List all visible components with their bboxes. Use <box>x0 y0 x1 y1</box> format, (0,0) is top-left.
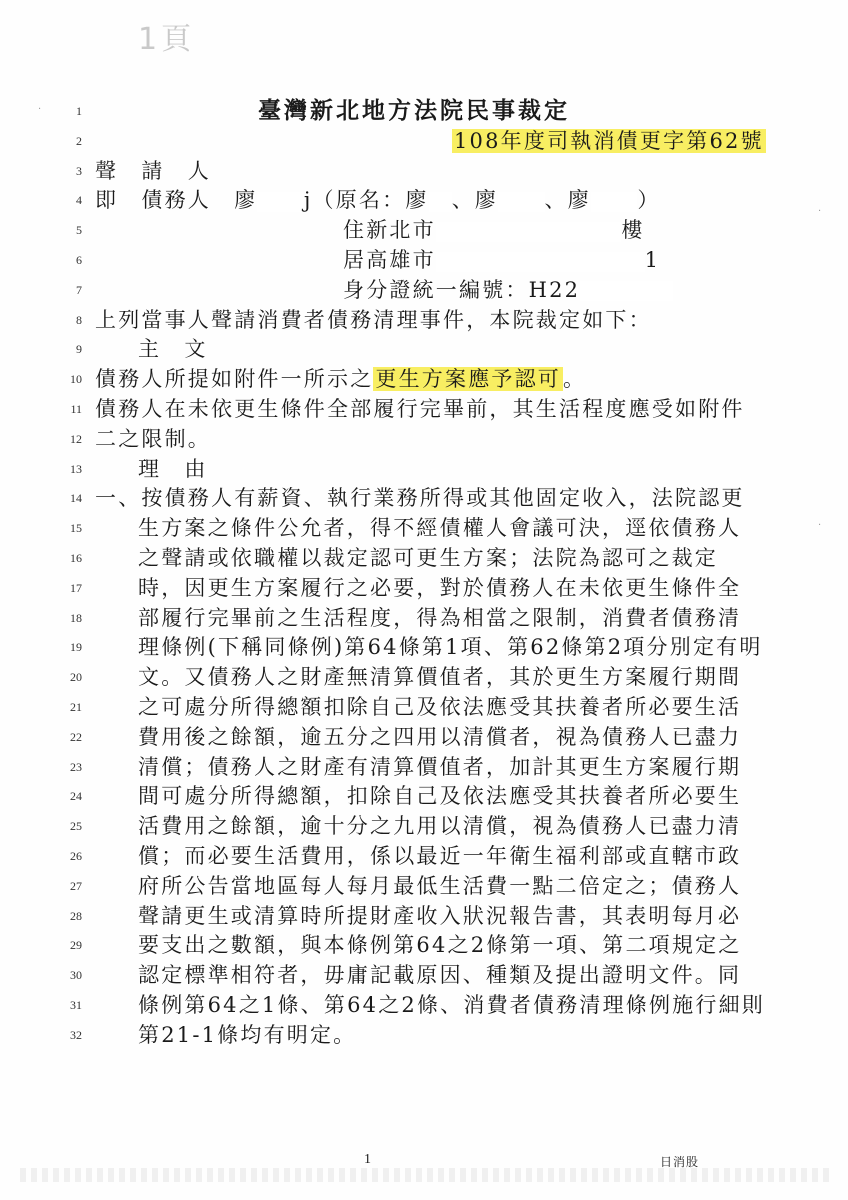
document-line <box>0 483 848 513</box>
line-text <box>138 573 741 603</box>
document-line <box>0 454 848 484</box>
line-text <box>95 424 211 454</box>
text-run: 、廖 <box>544 188 591 213</box>
document-line <box>0 305 848 335</box>
line-number: 22 <box>70 729 82 744</box>
line-text <box>343 215 645 245</box>
text-run: 之聲請或依職權以裁定認可更生方案；法院為認可之裁定 <box>138 546 718 570</box>
text-run: 第21-1條均有明定。 <box>138 1022 357 1047</box>
redacted-block <box>498 192 544 212</box>
text-run: 間可處分所得總額，扣除自己及依法應受其扶養者所必要生 <box>138 784 742 809</box>
document-line <box>0 334 848 364</box>
document-line <box>0 603 848 633</box>
text-run: 居高雄市 <box>343 248 436 272</box>
document-line <box>0 364 848 394</box>
text-run: 償；而必要生活費用，係以最近一年衛生福利部或直轄市政 <box>138 844 742 868</box>
line-number: 13 <box>70 461 82 476</box>
line-text <box>138 841 741 871</box>
line-text <box>95 185 661 215</box>
line-text <box>138 1020 356 1050</box>
document-line <box>0 156 848 186</box>
line-text <box>138 930 741 960</box>
document-line <box>0 126 848 156</box>
text-run: 主 文 <box>138 337 208 362</box>
text-run: 臺灣新北地方法院民事裁定 <box>258 97 570 124</box>
document-line <box>0 1020 848 1050</box>
line-number: 29 <box>70 938 82 953</box>
line-number: 24 <box>70 789 82 804</box>
redacted-block <box>429 192 452 212</box>
line-text <box>95 483 745 513</box>
document-line <box>0 752 848 782</box>
line-number: 25 <box>70 819 82 834</box>
line-text <box>138 543 718 573</box>
text-run: 債務人在未依更生條件全部履行完畢前，其生活程度應受如附件 <box>95 397 745 421</box>
text-run: 清償；債務人之財產有清算價值者，加計其更生方案履行期 <box>138 754 742 779</box>
text-run: 條例第64之1條、第64之2條、消費者債務清理條例施行細則 <box>138 993 765 1017</box>
court-unit: 日消股 <box>660 1155 700 1169</box>
text-run: 理條例(下稱同條例)第64條第1項、第62條第2項分別定有明 <box>138 635 763 660</box>
document-line <box>0 394 848 424</box>
document-line <box>0 722 848 752</box>
text-run: 之可處分所得總額扣除自己及依法應受其扶養者所必要生活 <box>138 695 742 719</box>
line-number: 14 <box>70 491 82 506</box>
text-run: 時，因更生方案履行之必要，對於債務人在未依更生條件全 <box>138 575 742 600</box>
text-run: 文。又債務人之財產無清算價值者，其於更生方案履行期間 <box>138 665 742 690</box>
document-line <box>0 811 848 841</box>
line-number: 27 <box>70 878 82 893</box>
line-number: 15 <box>70 521 82 536</box>
line-number: 9 <box>76 342 82 357</box>
text-run: 1 <box>644 248 661 272</box>
document-line <box>0 662 848 692</box>
document-line <box>0 185 848 215</box>
text-run: 認定標準相符者，毋庸記載原因、種類及提出證明文件。同 <box>138 963 742 988</box>
document-line <box>0 781 848 811</box>
line-number: 32 <box>70 1027 82 1042</box>
line-text <box>343 245 660 275</box>
document-line <box>0 96 848 126</box>
line-text <box>138 662 741 692</box>
line-number: 23 <box>70 759 82 774</box>
line-number: 5 <box>76 223 82 238</box>
text-run: 理 由 <box>138 456 208 481</box>
line-number: 26 <box>70 849 82 863</box>
document-line <box>0 245 848 275</box>
document-line <box>0 632 848 662</box>
line-number: 11 <box>70 402 82 416</box>
document-line <box>0 424 848 454</box>
redacted-block <box>591 192 637 212</box>
line-text <box>138 722 741 752</box>
text-run: j（原名：廖 <box>303 188 429 213</box>
text-run: 聲 請 人 <box>95 158 211 183</box>
redacted-block <box>436 222 622 242</box>
document-line <box>0 930 848 960</box>
text-run: 一、按債務人有薪資、執行業務所得或其他固定收入，法院認更 <box>95 486 745 511</box>
line-text <box>138 871 741 901</box>
line-text <box>95 394 745 424</box>
line-number: 28 <box>70 908 82 923</box>
line-text <box>452 126 766 156</box>
redacted-block <box>257 192 303 212</box>
redacted-block <box>580 281 673 301</box>
document-line <box>0 543 848 573</box>
text-run: 二之限制。 <box>95 426 211 451</box>
line-number: 2 <box>76 133 82 148</box>
line-number: 12 <box>70 431 82 446</box>
line-number: 31 <box>70 998 82 1012</box>
document-line <box>0 215 848 245</box>
line-text <box>138 901 741 931</box>
text-run: ） <box>637 188 661 213</box>
highlighted-text: 更生方案應予認可 <box>375 367 562 392</box>
document-title <box>258 96 570 126</box>
line-text <box>138 752 741 782</box>
line-text <box>138 334 208 364</box>
document-line <box>0 573 848 603</box>
text-run: 即 債務人 廖 <box>95 188 258 213</box>
line-number: 21 <box>70 700 82 714</box>
document-line <box>0 841 848 871</box>
line-text <box>138 454 208 484</box>
line-text <box>138 990 765 1020</box>
line-number: 19 <box>70 640 82 655</box>
line-number: 8 <box>76 312 82 327</box>
page-number: 1 <box>364 1152 371 1167</box>
text-run: 要支出之數額，與本條例第64之2條第一項、第二項規定之 <box>138 933 742 958</box>
line-text <box>138 603 741 633</box>
document-line <box>0 513 848 543</box>
line-text <box>95 364 586 394</box>
line-number: 4 <box>76 193 82 208</box>
line-text <box>138 692 741 722</box>
line-number: 6 <box>76 253 82 267</box>
document-line <box>0 901 848 931</box>
document-line <box>0 692 848 722</box>
text-run: 府所公告當地區每人每月最低生活費一點二倍定之；債務人 <box>138 873 742 898</box>
text-run: 部履行完畢前之生活程度，得為相當之限制，消費者債務清 <box>138 605 742 630</box>
line-text <box>95 156 211 186</box>
document-line <box>0 960 848 990</box>
document-line <box>0 990 848 1020</box>
text-run: 聲請更生或清算時所提財產收入狀況報告書，其表明每月必 <box>138 903 742 928</box>
text-run: 住新北市 <box>343 218 436 243</box>
line-number: 7 <box>76 282 82 297</box>
line-number: 30 <box>70 968 82 983</box>
document-line <box>0 871 848 901</box>
line-text <box>95 305 652 335</box>
text-run: 上列當事人聲請消費者債務清理事件，本院裁定如下： <box>95 307 652 332</box>
text-run: 樓 <box>621 218 645 243</box>
header-mark: 1頁 <box>138 22 196 57</box>
edge-mark: · <box>818 520 822 531</box>
redacted-block <box>436 252 645 272</box>
line-number: 10 <box>70 372 82 387</box>
text-run: 。 <box>563 367 587 392</box>
line-text <box>138 513 741 543</box>
line-text <box>343 275 673 305</box>
line-text <box>138 632 763 662</box>
line-text <box>138 781 741 811</box>
text-run: 生方案之條件公允者，得不經債權人會議可決，逕依債務人 <box>138 516 742 541</box>
line-number: 18 <box>70 610 82 625</box>
line-number: 20 <box>70 670 82 685</box>
text-run: 債務人所提如附件一所示之 <box>95 367 374 392</box>
line-number: 16 <box>70 551 82 565</box>
text-run: 費用後之餘額，逾五分之四用以清償者，視為債務人已盡力 <box>138 724 742 749</box>
line-number: 3 <box>76 163 82 178</box>
line-text <box>138 811 741 841</box>
text-run: 身分證統一編號：H22 <box>343 277 581 302</box>
edge-mark: · <box>818 206 822 217</box>
line-number: 17 <box>70 580 82 595</box>
bleed-through <box>20 1168 830 1182</box>
document-line <box>0 275 848 305</box>
text-run: 活費用之餘額，逾十分之九用以清償，視為債務人已盡力清 <box>138 814 742 839</box>
edge-mark: · <box>38 104 42 115</box>
text-run: 、廖 <box>451 188 499 213</box>
line-text <box>138 960 741 990</box>
line-number: 1 <box>76 104 82 118</box>
highlighted-text: 108年度司執消債更字第62號 <box>454 128 764 153</box>
